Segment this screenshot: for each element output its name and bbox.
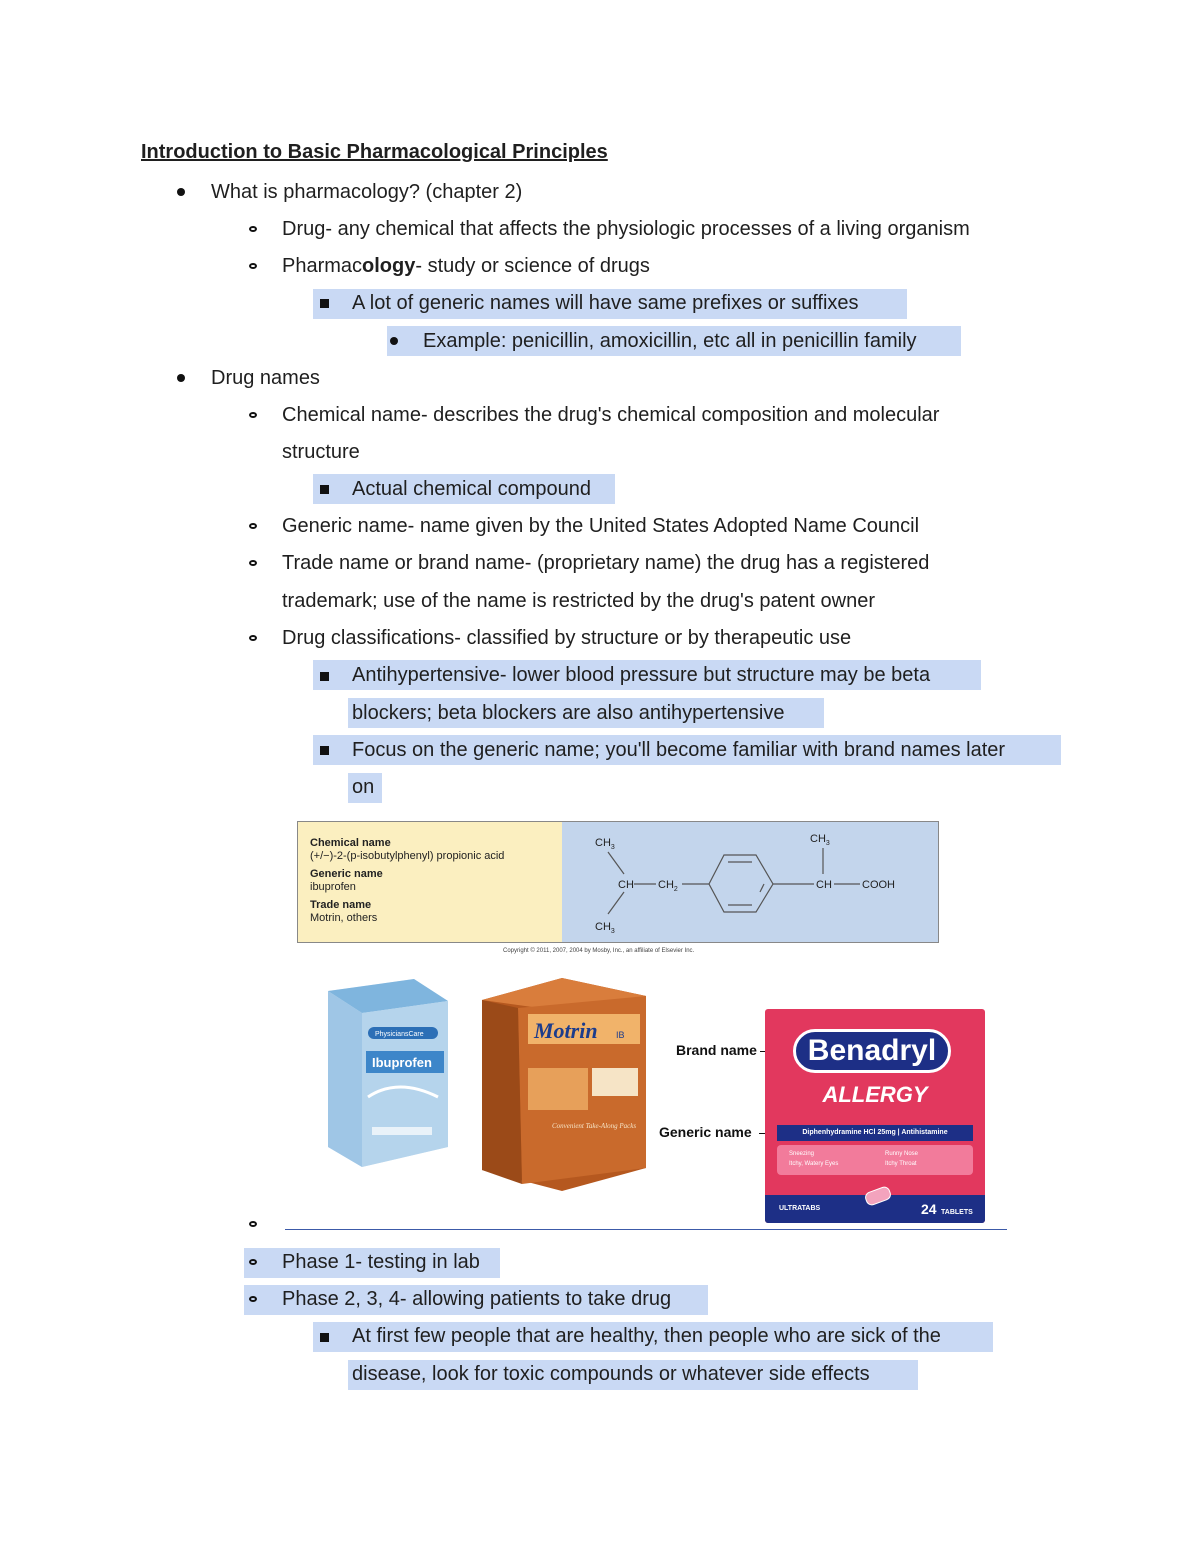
benadryl-generic-band: Diphenhydramine HCl 25mg | Antihistamine xyxy=(777,1125,973,1141)
motrin-sub-text: Convenient Take-Along Packs xyxy=(552,1122,637,1130)
ch3-top-left: $CH_3$ xyxy=(595,837,615,851)
structure-panel xyxy=(562,822,938,942)
pharmacology-definition: - study or science of drugs xyxy=(415,255,650,277)
list-item: At first few people that are healthy, then people who are sick of the xyxy=(352,1325,941,1347)
brand-name-callout: Brand name xyxy=(676,1042,757,1058)
list-item-continued: trademark; use of the name is restricted by the drug's patent owner xyxy=(282,590,876,612)
list-item: Generic name- name given by the United States Adopted Name Council xyxy=(282,515,920,537)
bullet-disc-icon xyxy=(390,337,398,345)
list-item: Drug classifications- classified by structure or by therapeutic use xyxy=(282,627,852,649)
pharmacology-suffix: ology xyxy=(362,255,416,277)
symptom-3: Itchy, Watery Eyes xyxy=(789,1161,839,1167)
figure-copyright: Copyright © 2011, 2007, 2004 by Mosby, Inc., an affiliate of Elsevier Inc. xyxy=(503,948,695,954)
ch2-group: $CH_2$ xyxy=(658,879,678,893)
list-item: Drug- any chemical that affects the physiologic processes of a living organism xyxy=(282,218,970,240)
figure-name-panel xyxy=(298,822,562,942)
list-item-continued: structure xyxy=(282,441,360,463)
horizontal-rule xyxy=(285,1229,1007,1230)
trade-name-value: Motrin, others xyxy=(310,912,378,924)
benadryl-logo: Benadryl xyxy=(793,1029,951,1073)
benadryl-ultratabs: ULTRATABS xyxy=(779,1205,821,1212)
symptom-2: Runny Nose xyxy=(885,1151,919,1157)
list-item: What is pharmacology? (chapter 2) xyxy=(211,181,523,203)
list-item: Focus on the generic name; you'll become familiar with brand names later xyxy=(352,739,1006,761)
ch3-top-right: $CH_3$ xyxy=(810,833,830,847)
ibu-brand-text: PhysiciansCare xyxy=(375,1031,424,1038)
list-item: Example: penicillin, amoxicillin, etc all in penicillin family xyxy=(423,330,917,352)
benadryl-allergy: ALLERGY xyxy=(822,1082,928,1107)
bullet-square-icon xyxy=(320,299,329,308)
ch-right: CH xyxy=(816,879,832,891)
bullet-circle-icon xyxy=(249,1259,257,1265)
pharmacology-prefix: Pharmac xyxy=(282,255,363,277)
doc-title: Introduction to Basic Pharmacological Principles xyxy=(141,141,608,163)
bullet-disc-icon xyxy=(177,188,185,196)
list-item: Phase 2, 3, 4- allowing patients to take drug xyxy=(282,1288,672,1310)
list-item-continued: on xyxy=(352,776,375,798)
benadryl-symptom-panel xyxy=(777,1145,973,1175)
ibuprofen-structure-figure xyxy=(297,821,939,943)
bullet-circle-icon xyxy=(249,1221,257,1227)
bullet-circle-icon xyxy=(249,263,257,269)
motrin-name-text: Motrin xyxy=(534,1018,598,1043)
generic-name-label: Generic name xyxy=(310,868,383,880)
list-item: A lot of generic names will have same prefixes or suffixes xyxy=(352,292,859,314)
bullet-square-icon xyxy=(320,1333,329,1342)
bullet-circle-icon xyxy=(249,1296,257,1302)
benadryl-count: 24 TABLETS xyxy=(921,1201,973,1217)
bullet-circle-icon xyxy=(249,560,257,566)
symptom-1: Sneezing xyxy=(789,1151,815,1157)
bullet-circle-icon xyxy=(249,226,257,232)
generic-name-callout: Generic name xyxy=(659,1124,752,1140)
bullet-square-icon xyxy=(320,485,329,494)
chemical-name-value: (+/−)-2-(p-isobutylphenyl) propionic acid xyxy=(310,850,505,862)
ibu-name-text: Ibuprofen xyxy=(372,1055,432,1070)
list-item: Drug names xyxy=(211,367,320,389)
cooh-group: COOH xyxy=(862,879,895,891)
motrin-ib-text: IB xyxy=(616,1030,625,1040)
list-item: Trade name or brand name- (proprietary name) the drug has a registered xyxy=(282,552,930,574)
list-item-continued: blockers; beta blockers are also antihypertensive xyxy=(352,702,785,724)
ch-left: CH xyxy=(618,879,634,891)
benadryl-box-image xyxy=(765,1009,985,1223)
trade-name-label: Trade name xyxy=(310,899,372,911)
bullet-circle-icon xyxy=(249,635,257,641)
list-item: Chemical name- describes the drug's chemical composition and molecular xyxy=(282,404,940,426)
list-item: Antihypertensive- lower blood pressure but structure may be beta xyxy=(352,664,931,686)
ibuprofen-box-image xyxy=(322,977,450,1169)
list-item xyxy=(282,253,650,279)
ch3-bottom-left: $CH_3$ xyxy=(595,921,615,935)
chemical-name-label: Chemical name xyxy=(310,837,391,849)
ibuprofen-package-art xyxy=(322,977,450,1169)
bullet-circle-icon xyxy=(249,412,257,418)
list-item: Actual chemical compound xyxy=(352,478,592,500)
bullet-circle-icon xyxy=(249,523,257,529)
bullet-square-icon xyxy=(320,746,329,755)
symptom-4: Itchy Throat xyxy=(885,1161,917,1167)
motrin-box-image xyxy=(482,978,646,1191)
list-item-continued: disease, look for toxic compounds or whatever side effects xyxy=(352,1363,870,1385)
structural-formula xyxy=(562,822,938,942)
bullet-square-icon xyxy=(320,672,329,681)
bullet-disc-icon xyxy=(177,374,185,382)
list-item: Phase 1- testing in lab xyxy=(282,1251,480,1273)
generic-name-value: ibuprofen xyxy=(310,881,356,893)
motrin-package-art xyxy=(482,978,646,1191)
